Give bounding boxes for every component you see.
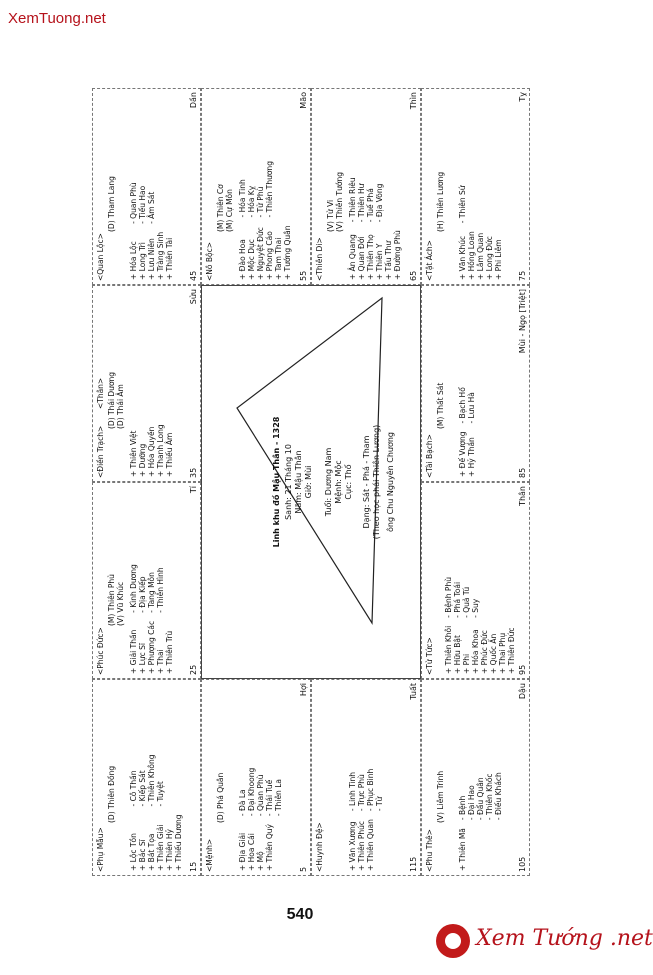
major-stars: (V) Liêm Trinh xyxy=(436,770,445,823)
palace-no-boc xyxy=(201,88,311,285)
major-stars: (M) Thất Sát xyxy=(436,382,445,429)
bad-stars: - Bệnh Phù - Phá Toái - Quả Tú - Suy xyxy=(444,577,480,618)
palace-thien-di xyxy=(311,88,421,285)
age-number: 65 xyxy=(409,270,418,281)
major-stars: (V) Tử Vi (V) Thiên Tướng xyxy=(326,172,344,232)
branch-label: Sửu xyxy=(189,289,198,305)
palace-name: <Quan Lộc> xyxy=(96,233,105,281)
page-number: 540 xyxy=(286,906,314,923)
good-stars: + Hóa Lộc + Long Trì + Lưu Niên + Tràng Sinh + Thiên Tài xyxy=(129,231,174,280)
branch-label: Mùi - Ngọ [Triệt] xyxy=(518,289,527,354)
branch-label: Dậu xyxy=(518,683,527,700)
age-number: 85 xyxy=(518,467,527,478)
cuc-element: Cục: Thổ xyxy=(344,464,353,500)
bad-stars: - Thiên Sứ xyxy=(458,185,467,224)
palace-tai-bach xyxy=(421,285,530,482)
age-number: 45 xyxy=(189,270,198,281)
branch-label: Thìn xyxy=(409,92,418,110)
palace-name: <Phu Thê> xyxy=(425,829,434,872)
branch-label: Tỵ xyxy=(518,92,527,102)
than-tag: <Thân> xyxy=(96,377,105,410)
palace-name: <Thiên Di> xyxy=(315,237,324,281)
age-number: 25 xyxy=(189,664,198,675)
good-stars: + Thiên Việt + Dưỡng + Hóa Quyền + Thanh Long + Thiếu Âm xyxy=(129,424,174,477)
age-number: 55 xyxy=(299,270,308,281)
good-stars: + Đế Vượng + Hỷ Thần xyxy=(458,431,476,477)
palace-name: <Phụ Mẫu> xyxy=(96,827,105,872)
palace-name: <Nô Bộc> xyxy=(205,241,214,281)
major-stars: (M) Thiên Phủ (V) Vũ Khúc xyxy=(107,574,125,626)
bad-stars: - Thiên Riêu - Thiên Hư - Tuế Phá - Địa Võng xyxy=(348,177,384,223)
bad-stars: - Linh Tinh - Trực Phù - Phục Binh - Tử xyxy=(348,768,384,812)
good-stars: + Thiên Mã xyxy=(458,828,467,871)
palace-name: <Huynh Đệ> xyxy=(315,822,324,872)
age-number: 5 xyxy=(299,866,308,872)
major-stars: (D) Thái Dương (D) Thái Âm xyxy=(107,371,125,429)
site-watermark-top: XemTuong.net xyxy=(8,10,106,27)
logo-text: Xem Tướng .net xyxy=(476,926,653,951)
age-number: 115 xyxy=(409,856,418,872)
center-info-box xyxy=(201,285,421,679)
major-stars: (D) Tham Lang xyxy=(107,176,116,232)
bad-stars: - Bệnh - Đại Hao - Đẩu Quân - Thiên Khốc - Điếu Khách xyxy=(458,772,503,821)
bad-stars: - Đà La - Đại Khoong - Quan Phù - Thái Tuế - Thiên La xyxy=(238,767,283,817)
age-number: 75 xyxy=(518,270,527,281)
palace-name: <Tài Bạch> xyxy=(425,434,434,478)
branch-label: Thân xyxy=(518,486,527,506)
age-number: 95 xyxy=(518,664,527,675)
person-name: ông Chu Nguyên Chương xyxy=(386,431,395,533)
good-stars: + Văn Khúc + Hồng Loan + Lâm Quan + Long Đức + Phi Liêm xyxy=(458,231,503,280)
good-stars: + Văn Xương + Thiên Phúc + Thiên Quan xyxy=(348,819,375,871)
major-stars: (D) Thiên Đồng xyxy=(107,765,116,823)
bad-stars: - Bạch Hổ - Lưu Hà xyxy=(458,387,476,424)
good-stars: + Đào Hoa + Mộc Dục + Nguyệt Đức + Phong Cáo + Tam Thai + Tướng Quân xyxy=(238,225,292,280)
chart-title: Linh khu đồ Mậu Thân - 1328 xyxy=(272,416,281,548)
birth-date: Sanh: 21 Tháng 10 xyxy=(284,444,293,520)
branch-label: Mão xyxy=(299,92,308,109)
palace-name: <Phúc Đức> xyxy=(96,627,105,675)
palace-quan-loc xyxy=(92,88,201,285)
age-number: 35 xyxy=(189,467,198,478)
yin-yang-icon xyxy=(436,924,470,958)
school-note: (Theo học phái Thiên Lương) xyxy=(372,424,381,540)
palace-tat-ach xyxy=(421,88,530,285)
palace-huynh-de xyxy=(311,679,421,876)
palace-phu-mau xyxy=(92,679,201,876)
bad-stars: - Hóa Tinh - Hóa Kỵ - Tử Phù - Thiên Thương xyxy=(238,161,274,218)
destiny-element: Mệnh: Mộc xyxy=(334,460,343,504)
site-logo xyxy=(436,922,653,964)
horoscope-chart-area xyxy=(92,88,530,876)
pattern: Dạng: Sát - Phá - Tham xyxy=(362,435,371,529)
branch-label: Dần xyxy=(189,92,198,109)
birth-year: Năm: Mậu Thân xyxy=(294,450,303,514)
age-number: 15 xyxy=(189,861,198,872)
palace-phuc-duc xyxy=(92,482,201,679)
birth-hour: Giờ: Mùi xyxy=(304,465,313,499)
palace-tu-tuc xyxy=(421,482,530,679)
bad-stars: - Cô Thần - Kiếp Sát - Thiên Không - Tuyệt xyxy=(129,754,165,807)
horoscope-chart xyxy=(92,88,530,876)
bad-stars: - Kình Dương - Địa Kiếp - Tang Môn - Thiên Hình xyxy=(129,564,165,613)
major-stars: (D) Phá Quân xyxy=(216,772,225,823)
palace-name: <Tật Ách> xyxy=(425,240,434,281)
palace-name: <Tử Tức> xyxy=(425,637,434,675)
major-stars: (M) Thiên Cơ (M) Cự Môn xyxy=(216,184,234,232)
good-stars: + Thiên Khôi + Hữu Bật + Phi + Hóa Khoa + Phúc Đức + Quốc Ấn + Thai Phụ + Thiên Đức xyxy=(444,625,516,674)
major-stars: (H) Thiên Lương xyxy=(436,171,445,232)
good-stars: + Địa Giải + Hoa Cái + Mộ + Thiên Quý xyxy=(238,824,274,871)
branch-label: Hợi xyxy=(299,683,308,697)
bad-stars: - Quan Phù - Tiểu Hao - Âm Sát xyxy=(129,182,156,224)
age-gender: Tuổi: Dương Nam xyxy=(324,447,333,517)
palace-dien-trach xyxy=(92,285,201,482)
good-stars: + Giải Thần + Lực Sĩ + Phượng Các + Thai + Thiên Trù xyxy=(129,620,174,674)
palace-name: <Mệnh> xyxy=(205,838,214,872)
palace-phu-the xyxy=(421,679,530,876)
good-stars: + Lộc Tồn + Bác Sĩ + Bát Tọa + Thiên Giải + Thiên Hỷ + Thiếu Dương xyxy=(129,814,183,871)
palace-menh xyxy=(201,679,311,876)
good-stars: + Ân Quang + Quan Đới + Thiên Thọ + Thiên Y + Tấu Thư + Đường Phù xyxy=(348,230,402,280)
branch-label: Tí xyxy=(189,486,198,494)
branch-label: Tuất xyxy=(409,683,418,700)
palace-name: <Điền Trạch> xyxy=(96,425,105,478)
age-number: 105 xyxy=(518,856,527,872)
